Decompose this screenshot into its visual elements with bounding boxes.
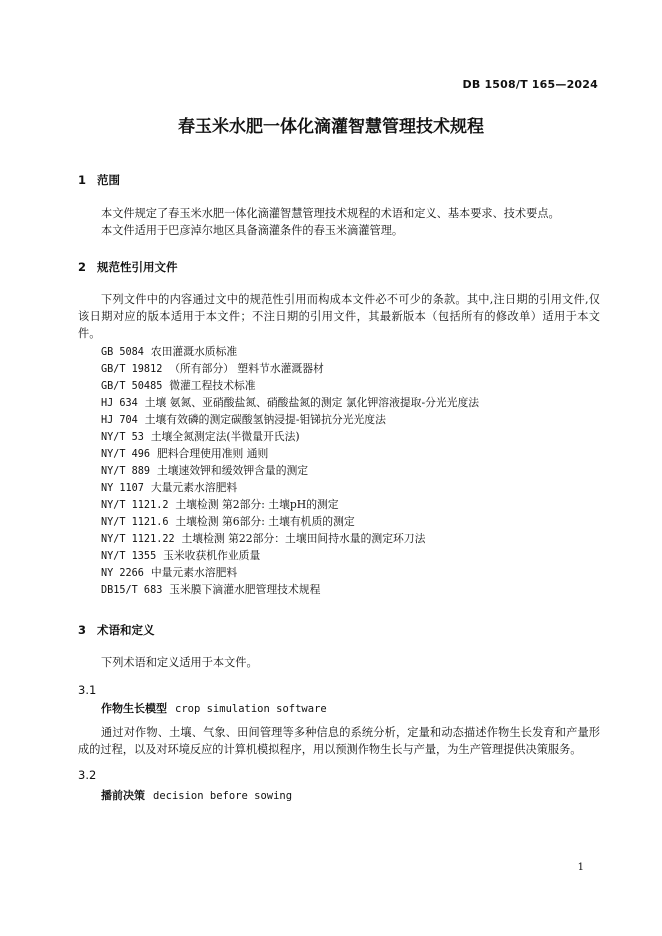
reference-name: 玉米收获机作业质量	[163, 549, 261, 562]
reference-item	[101, 564, 237, 582]
section-2-heading	[78, 259, 178, 275]
reference-item	[101, 428, 300, 446]
page-title: 春玉米水肥一体化滴灌智慧管理技术规程	[178, 117, 484, 137]
term-number: 3.1	[78, 683, 97, 697]
term-heading	[101, 700, 327, 716]
section-number: 2	[78, 260, 87, 274]
reference-item	[101, 394, 479, 412]
reference-code: NY/T 53	[101, 432, 144, 443]
term-definition: 通过对作物、土壤、气象、田间管理等多种信息的系统分析，定量和动态描述作物生长发育和产量形成的过程，以及对环境反应的计算机模拟程序，用以预测作物生长与产量，为生产管理提供决策服务。	[78, 726, 600, 756]
reference-name: 农田灌溉水质标准	[150, 345, 238, 358]
reference-item	[101, 343, 237, 361]
reference-item	[101, 462, 308, 480]
reference-code: NY/T 1121.2	[101, 500, 169, 511]
reference-code: GB/T 50485	[101, 381, 163, 392]
reference-item	[101, 377, 256, 395]
reference-name: 土壤检测 第22部分：土壤田间持水量的测定环刀法	[181, 532, 426, 545]
reference-code: NY/T 1121.22	[101, 534, 175, 545]
term-zh: 播前决策	[101, 789, 145, 802]
section-3-heading	[78, 622, 155, 638]
page-number: 1	[577, 862, 584, 873]
reference-name: 土壤 氨氮、亚硝酸盐氮、硝酸盐氮的测定 氯化钾溶液提取-分光光度法	[144, 396, 480, 409]
reference-code: NY 2266	[101, 568, 144, 579]
reference-name: 土壤检测 第2部分: 土壤pH的测定	[175, 498, 339, 511]
section-title: 术语和定义	[97, 623, 155, 637]
term-zh: 作物生长模型	[101, 702, 167, 715]
paragraph: 本文件适用于巴彦淖尔地区具备滴灌条件的春玉米滴灌管理。	[101, 224, 404, 237]
reference-item	[101, 360, 324, 378]
paragraph: 下列文件中的内容通过文中的规范性引用而构成本文件必不可少的条款。其中,注日期的引用文件,仅该日期对应的版本适用于本文件；不注日期的引用文件，其最新版本（包括所有的修改单）适用于本文件。	[78, 293, 600, 340]
reference-item	[101, 496, 339, 514]
reference-code: HJ 634	[101, 398, 138, 409]
reference-name: 大量元素水溶肥料	[150, 481, 238, 494]
reference-name: 中量元素水溶肥料	[150, 566, 238, 579]
reference-code: GB/T 19812	[101, 364, 163, 375]
section-title: 规范性引用文件	[97, 260, 178, 274]
reference-item	[101, 530, 425, 548]
reference-code: HJ 704	[101, 415, 138, 426]
reference-name: 土壤速效钾和缓效钾含量的测定	[156, 464, 309, 477]
reference-name: 土壤有效磷的测定碳酸氢钠浸提-钼锑抗分光光度法	[144, 413, 386, 426]
reference-name: 土壤检测 第6部分: 土壤有机质的测定	[175, 515, 355, 528]
reference-code: NY/T 496	[101, 449, 151, 460]
reference-name: 玉米膜下滴灌水肥管理技术规程	[169, 583, 321, 596]
reference-code: NY/T 1355	[101, 551, 157, 562]
reference-code: NY/T 889	[101, 466, 151, 477]
reference-item	[101, 411, 386, 429]
term-en: decision before sowing	[153, 790, 293, 802]
reference-code: NY/T 1121.6	[101, 517, 169, 528]
section-1-heading	[78, 172, 120, 188]
reference-code: NY 1107	[101, 483, 144, 494]
reference-name: 土壤全氮测定法(半微量开氏法)	[150, 430, 300, 443]
section-title: 范围	[97, 173, 120, 187]
reference-item	[101, 547, 260, 565]
reference-name: （所有部分） 塑料节水灌溉器材	[169, 362, 324, 375]
reference-name: 微灌工程技术标准	[169, 379, 256, 392]
term-number: 3.2	[78, 768, 97, 782]
term-en: crop simulation software	[175, 703, 327, 715]
paragraph: 下列术语和定义适用于本文件。	[101, 656, 258, 669]
reference-name: 肥料合理使用准则 通则	[156, 447, 269, 460]
reference-item	[101, 513, 355, 531]
reference-item	[101, 581, 320, 599]
reference-code: GB 5084	[101, 347, 144, 358]
doc-code-header: DB 1508/T 165—2024	[462, 78, 598, 91]
paragraph: 本文件规定了春玉米水肥一体化滴灌智慧管理技术规程的术语和定义、基本要求、技术要点。	[101, 207, 560, 220]
reference-item	[101, 479, 237, 497]
term-heading	[101, 787, 292, 803]
section-number: 1	[78, 173, 87, 187]
reference-code: DB15/T 683	[101, 585, 163, 596]
section-number: 3	[78, 623, 87, 637]
reference-item	[101, 445, 268, 463]
